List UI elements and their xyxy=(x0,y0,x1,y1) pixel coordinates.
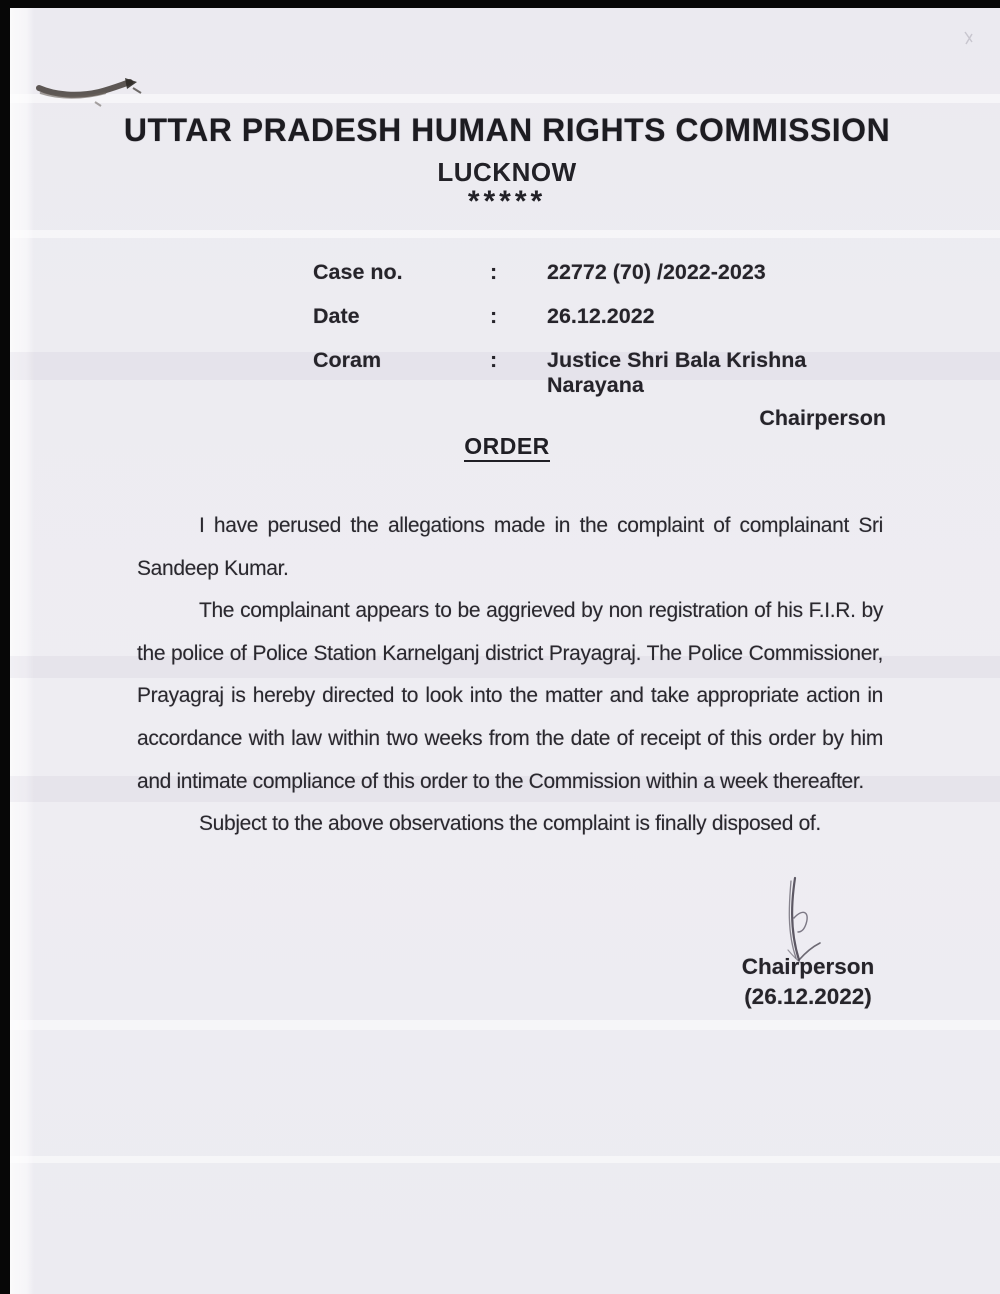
case-meta-block xyxy=(313,260,886,450)
signatory-role: Chairperson xyxy=(741,954,875,979)
scan-band xyxy=(10,1156,1000,1163)
coram-label: Coram xyxy=(313,348,382,372)
signatory-date: (26.12.2022) xyxy=(744,984,872,1009)
order-paragraph-3: Subject to the above observations the complaint is finally disposed of. xyxy=(199,812,821,836)
commission-title: UTTAR PRADESH HUMAN RIGHTS COMMISSION xyxy=(123,112,891,148)
scan-band xyxy=(10,230,1000,238)
coram-row xyxy=(313,348,886,431)
order-heading: ORDER xyxy=(24,433,990,460)
date-value: 26.12.2022 xyxy=(547,304,655,328)
scan-band xyxy=(10,1020,1000,1030)
case-number-separator: : xyxy=(490,260,498,284)
coram-separator: : xyxy=(490,348,498,372)
date-label: Date xyxy=(313,304,360,328)
coram-value xyxy=(547,348,886,431)
case-number-value: 22772 (70) /2022-2023 xyxy=(547,260,766,284)
coram-judge-name: Justice Shri Bala Krishna Narayana xyxy=(547,348,807,397)
case-number-label: Case no. xyxy=(313,260,403,284)
thread-scan-artifact xyxy=(33,66,151,114)
commission-location: LUCKNOW xyxy=(437,157,577,187)
scan-band xyxy=(10,94,1000,103)
date-separator: : xyxy=(490,304,498,328)
order-body xyxy=(137,505,883,846)
order-paragraph-1: I have perused the allegations made in the complaint of complainant Sri Sandeep Kumar. xyxy=(137,514,883,580)
date-row xyxy=(313,304,886,329)
signatory-block xyxy=(688,952,928,1012)
pencil-mark xyxy=(962,30,976,48)
case-number-row xyxy=(313,260,886,285)
order-paragraph-2: The complainant appears to be aggrieved by non registration of his F.I.R. by the police of Police Station Karnelganj district Prayagraj. The Police Commissioner, Prayagraj is hereby directed to look into the matter and take appropriate action in accordance with law within two weeks from the date of receipt of this order by him and intimate compliance of this order to the Commission within a week thereafter. xyxy=(137,599,883,793)
coram-judge-role: Chairperson xyxy=(759,406,886,430)
star-divider: ***** xyxy=(467,185,547,218)
